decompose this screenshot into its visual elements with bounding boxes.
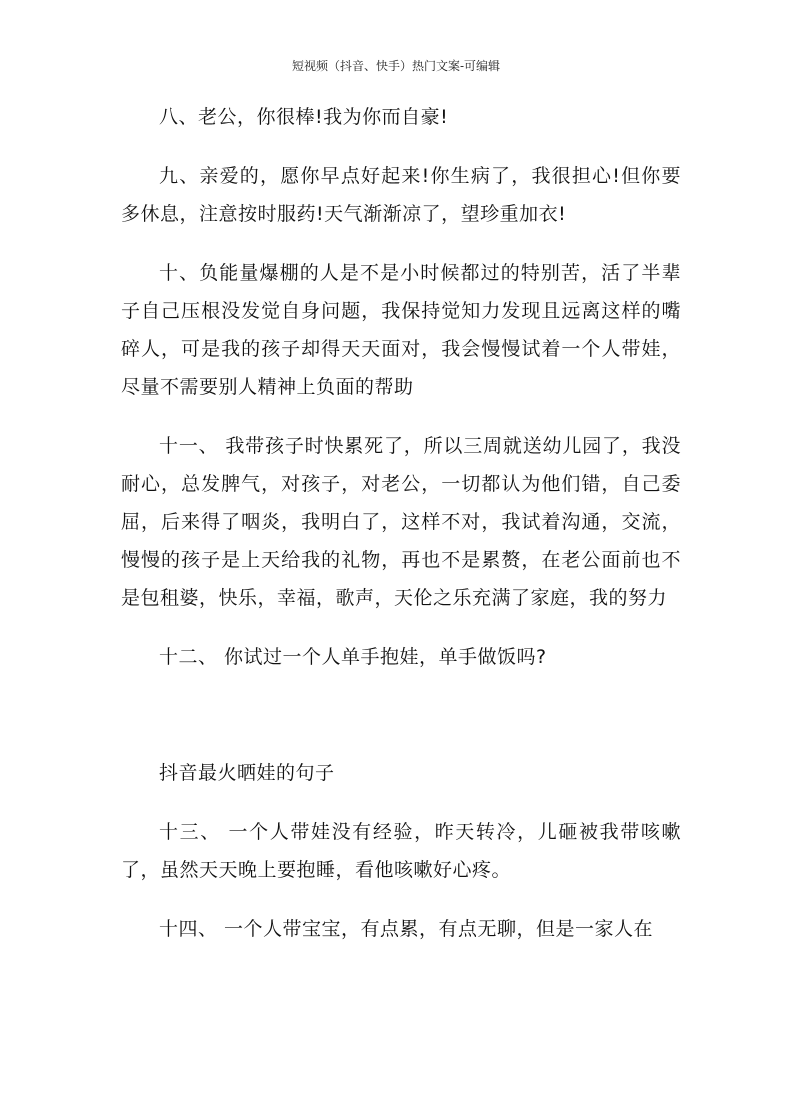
page-header: 短视频（抖音、快手）热门文案-可编辑 [291, 59, 501, 73]
paragraph-11: 十一、 我带孩子时快累死了，所以三周就送幼儿园了，我没耐心，总发脾气，对孩子，对老公，一切都认为他们错，自己委屈，后来得了咽炎，我明白了，这样不对，我试着沟通，交流，慢慢的孩子是上天给我的礼物，再也不是累赘，在老公面前也不是包租婆，快乐，幸福，歌声，天伦之乐充满了家庭，我的努力 [121, 435, 681, 609]
paragraph-13: 十三、 一个人带娃没有经验，昨天转冷，儿砸被我带咳嗽了，虽然天天晚上要抱睡，看他咳嗽好心疼。 [121, 821, 681, 881]
document-body [121, 98, 681, 969]
paragraph-14: 十四、 一个人带宝宝，有点累，有点无聊，但是一家人在 [159, 918, 654, 940]
paragraph-9: 九、亲爱的，愿你早点好起来!你生病了，我很担心!但你要多休息，注意按时服药!天气渐渐凉了，望珍重加衣! [121, 165, 681, 225]
paragraph-12: 十二、 你试过一个人单手抱娃，单手做饭吗? [159, 646, 547, 668]
paragraph-10: 十、负能量爆棚的人是不是小时候都过的特别苦，活了半辈子自己压根没发觉自身问题，我保持觉知力发现且远离这样的嘴碎人，可是我的孩子却得天天面对，我会慢慢试着一个人带娃，尽量不需要别人精神上负面的帮助 [121, 262, 681, 398]
paragraph-8: 八、老公，你很棒!我为你而自豪! [159, 106, 449, 128]
section-heading: 抖音最火晒娃的句子 [159, 762, 335, 784]
